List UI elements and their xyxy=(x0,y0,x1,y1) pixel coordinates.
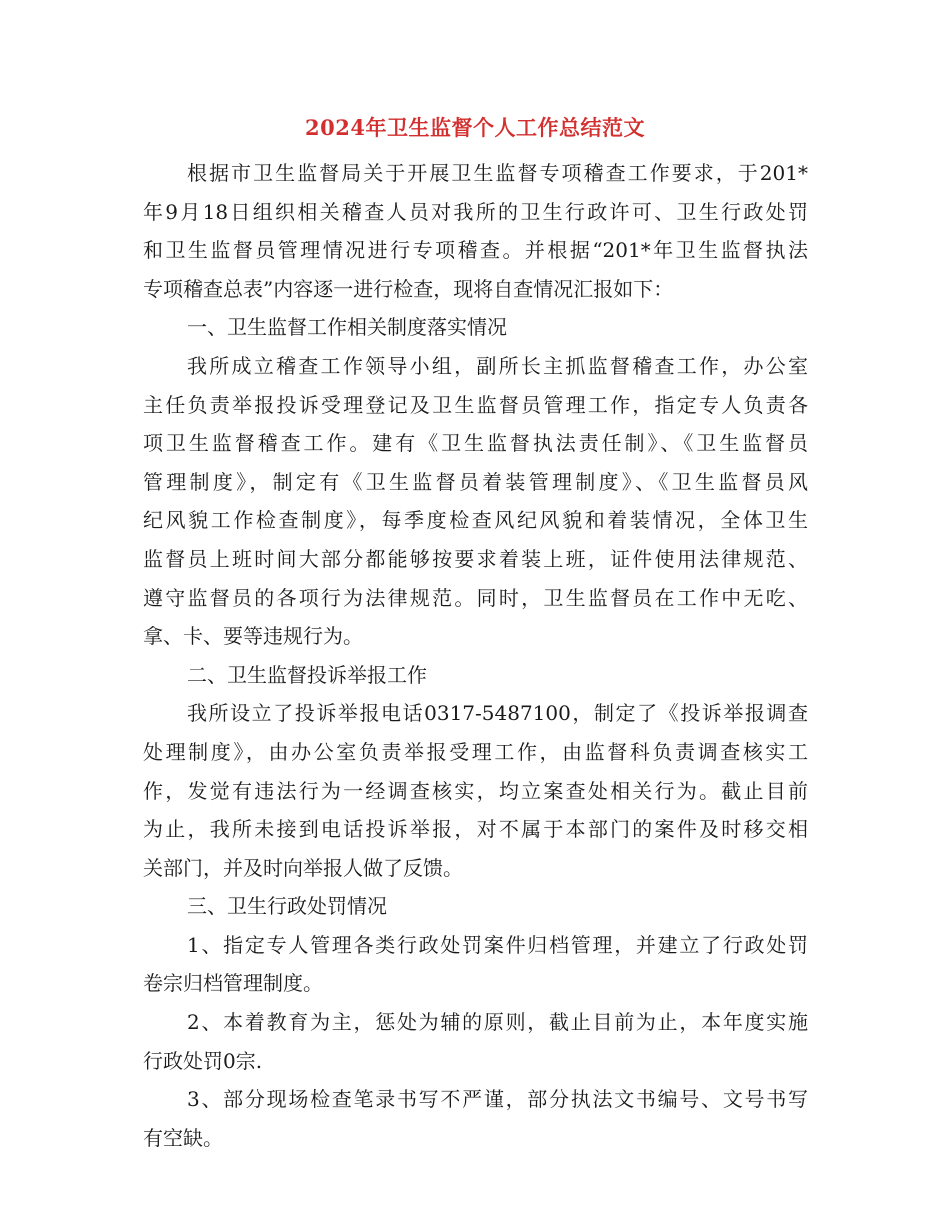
list-item-line: 卷宗归档管理制度。 xyxy=(143,971,323,996)
paragraph-line: 根据市卫生监督局关于开展卫生监督专项稽查工作要求，于201* xyxy=(187,161,808,185)
document-body xyxy=(143,154,808,1157)
section-heading: 一、卫生监督工作相关制度落实情况 xyxy=(187,315,507,340)
paragraph-line: 我所设立了投诉举报电话0317-5487100，制定了《投诉举报调查 xyxy=(187,701,808,726)
paragraph-line: 作，发觉有违法行为一经调查核实，均立案查处相关行为。截止目前 xyxy=(143,778,808,803)
list-item-line: 3、部分现场检查笔录书写不严谨，部分执法文书编号、文号书写 xyxy=(187,1087,808,1112)
list-item-line: 1、指定专人管理各类行政处罚案件归档管理，并建立了行政处罚 xyxy=(187,932,808,957)
paragraph-line: 拿、卡、要等违规行为。 xyxy=(143,624,363,649)
paragraph-line: 遵守监督员的各项行为法律规范。同时，卫生监督员在工作中无吃、 xyxy=(143,585,808,610)
paragraph-line: 专项稽查总表”内容逐一进行检查，现将自查情况汇报如下： xyxy=(143,276,674,301)
list-item-line: 行政处罚0宗. xyxy=(143,1048,263,1073)
section-heading: 二、卫生监督投诉举报工作 xyxy=(187,662,427,687)
paragraph-line: 关部门，并及时向举报人做了反馈。 xyxy=(143,855,463,880)
paragraph-line: 项卫生监督稽查工作。建有《卫生监督执法责任制》、《卫生监督员 xyxy=(143,431,808,456)
paragraph-line: 年9月18日组织相关稽查人员对我所的卫生行政许可、卫生行政处罚 xyxy=(143,199,808,224)
section-heading: 三、卫生行政处罚情况 xyxy=(187,894,387,919)
document-title: 2024年卫生监督个人工作总结范文 xyxy=(305,115,645,140)
paragraph-line: 我所成立稽查工作领导小组，副所长主抓监督稽查工作，办公室 xyxy=(187,353,808,378)
paragraph-line: 为止，我所未接到电话投诉举报，对不属于本部门的案件及时移交相 xyxy=(143,817,808,842)
list-item-line: 2、本着教育为主，惩处为辅的原则，截止目前为止，本年度实施 xyxy=(187,1010,808,1035)
paragraph-line: 主任负责举报投诉受理登记及卫生监督员管理工作，指定专人负责各 xyxy=(143,392,808,417)
paragraph-line: 管理制度》，制定有《卫生监督员着装管理制度》、《卫生监督员风 xyxy=(143,469,808,494)
list-item-line: 有空缺。 xyxy=(143,1125,223,1150)
paragraph-line: 处理制度》，由办公室负责举报受理工作，由监督科负责调查核实工 xyxy=(143,739,808,764)
paragraph-line: 监督员上班时间大部分都能够按要求着装上班，证件使用法律规范、 xyxy=(143,546,808,571)
paragraph-line: 和卫生监督员管理情况进行专项稽查。并根据“201*年卫生监督执法 xyxy=(143,238,808,263)
paragraph-line: 纪风貌工作检查制度》，每季度检查风纪风貌和着装情况，全体卫生 xyxy=(143,508,808,533)
